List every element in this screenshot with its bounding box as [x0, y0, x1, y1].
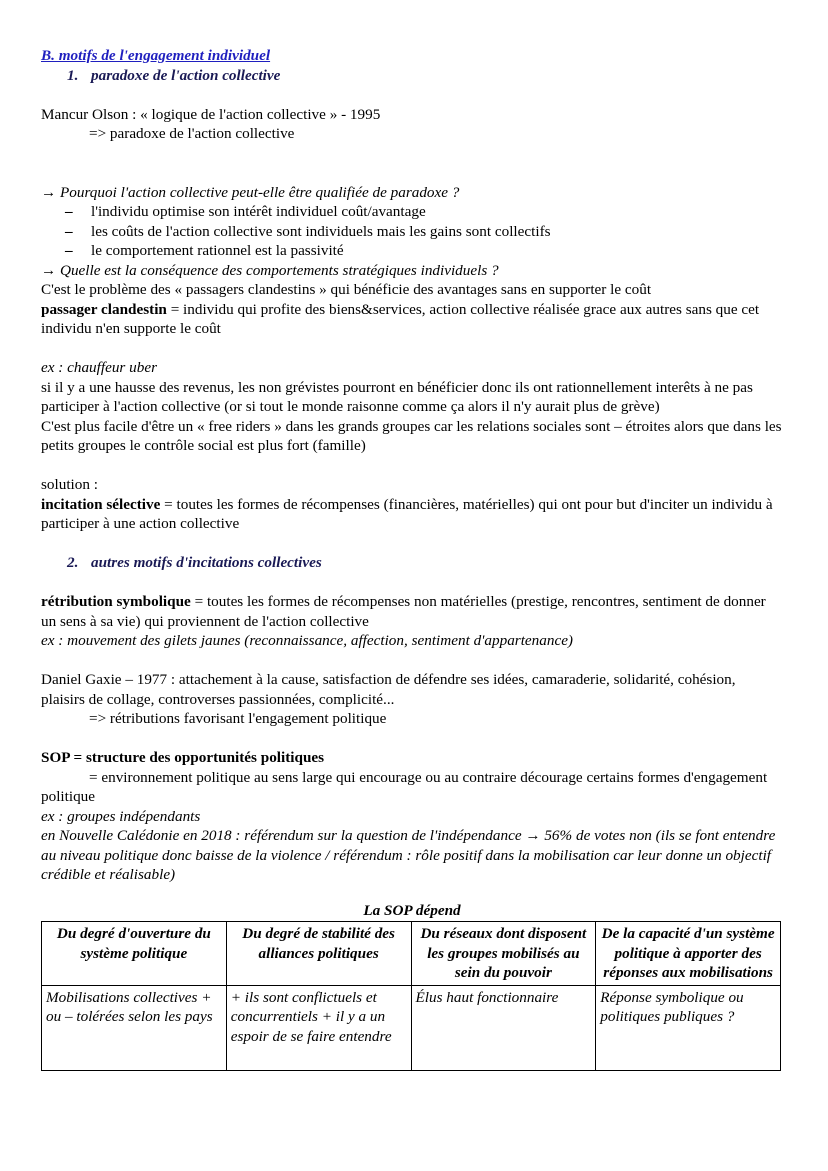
list-item: – le comportement rationnel est la passivité: [65, 241, 783, 261]
table-header-cell: De la capacité d'un système politique à apporter des réponses aux mobilisations: [596, 922, 781, 986]
table-header-cell: Du réseaux dont disposent les groupes mobilisés au sein du pouvoir: [411, 922, 596, 986]
list-item: – les coûts de l'action collective sont individuels mais les gains sont collectifs: [65, 222, 783, 242]
retribution-definition: [41, 592, 783, 631]
passager-definition-text: = individu qui profite des biens&services, action collective réalisée grace aux autres sans que cet individu n'en supporte le coût: [41, 300, 760, 337]
subsection-1-title: [41, 66, 783, 86]
sop-example-label: ex : groupes indépendants: [41, 807, 201, 825]
passagers-line: C'est le problème des « passagers clandestins » qui bénéficie des avantages sans en supporter le coût: [41, 281, 652, 298]
spacer: [41, 144, 783, 183]
incitation-term: incitation sélective: [41, 495, 161, 513]
table-cell: Mobilisations collectives + ou – tolérées selon les pays: [42, 985, 227, 1070]
uber-example-label: ex : chauffeur uber: [41, 359, 157, 376]
table-row: [42, 985, 781, 1070]
spacer: [41, 729, 783, 749]
table-header-cell: Du degré d'ouverture du système politique: [42, 922, 227, 986]
spacer: [41, 456, 783, 476]
uber-example-text-1: si il y a une hausse des revenus, les non grévistes pourront en bénéficier donc ils ont rationnellement interêts à ne pas participer à l'action collective (or si tout le monde raisonne comme ça alors il n'y aurait plus de grève): [41, 378, 753, 415]
sop-table: [41, 921, 781, 1071]
spacer: [41, 339, 783, 359]
question-1: → Pourquoi l'action collective peut-elle être qualifiée de paradoxe ?: [41, 183, 460, 201]
uber-example-text-2: C'est plus facile d'être un « free riders » dans les grands groupes car les relations sociales sont – étroites alors que dans les petits groupes le contrôle social est plus fort (famille): [41, 417, 782, 454]
question-1-list: [41, 202, 783, 261]
table-header-row: [42, 922, 781, 986]
spacer: [41, 651, 783, 671]
table-header-cell: Du degré de stabilité des alliances politiques: [226, 922, 411, 986]
spacer: [41, 573, 783, 593]
subsection-1-label: paradoxe de l'action collective: [91, 66, 281, 84]
sop-example-text: en Nouvelle Calédonie en 2018 : référendum sur la question de l'indépendance → 56% de votes non (ils se font entendre au niveau politique donc baisse de la violence / référendum : rôle positif dans la mobilisation car leur donne un objectif crédible et réalisable): [41, 827, 776, 883]
subsection-2-number: 2.: [67, 554, 79, 571]
subsection-2-label: autres motifs d'incitations collectives: [91, 554, 322, 571]
question-2: → Quelle est la conséquence des comportements stratégiques individuels ?: [41, 261, 499, 279]
gaxie-arrow-line: => rétributions favorisant l'engagement politique: [89, 710, 387, 727]
passager-definition: [41, 300, 783, 339]
incitation-definition-text: = toutes les formes de récompenses (financières, matérielles) qui ont pour but d'inciter un individu à participer à une action collective: [41, 495, 773, 532]
sop-definition: = environnement politique au sens large qui encourage ou au contraire décourage certains formes d'engagement politique: [41, 768, 768, 805]
olson-arrow-line: => paradoxe de l'action collective: [89, 125, 295, 142]
table-cell: Réponse symbolique ou politiques publiques ?: [596, 985, 781, 1070]
table-cell: Élus haut fonctionnaire: [411, 985, 596, 1070]
list-item: – l'individu optimise son intérêt individuel coût/avantage: [65, 202, 783, 222]
gaxie-line: Daniel Gaxie – 1977 : attachement à la cause, satisfaction de défendre ses idées, camaraderie, solidarité, cohésion, plaisirs de collage, controverses passionnées, complicité...: [41, 671, 736, 708]
solution-label: solution :: [41, 476, 98, 493]
table-caption: La SOP dépend: [363, 901, 461, 919]
incitation-definition: [41, 495, 783, 534]
table-cell: + ils sont conflictuels et concurrentiels + il y a un espoir de se faire entendre: [226, 985, 411, 1070]
section-b-title: B. motifs de l'engagement individuel: [41, 47, 271, 64]
retribution-term: rétribution symbolique: [41, 593, 191, 610]
passager-term: passager clandestin: [41, 300, 167, 318]
subsection-1-number: 1.: [67, 66, 79, 84]
document-page: [41, 46, 783, 1071]
olson-line: Mancur Olson : « logique de l'action collective » - 1995: [41, 105, 381, 123]
spacer: [41, 534, 783, 554]
subsection-2-title: [41, 553, 783, 573]
retribution-example: ex : mouvement des gilets jaunes (reconnaissance, affection, sentiment d'appartenance): [41, 632, 573, 649]
retribution-definition-text: = toutes les formes de récompenses non matérielles (prestige, rencontres, sentiment de donner un sens à sa vie) qui proviennent de l'action collective: [41, 593, 766, 630]
sop-heading: SOP = structure des opportunités politiques: [41, 749, 325, 766]
spacer: [41, 85, 783, 105]
